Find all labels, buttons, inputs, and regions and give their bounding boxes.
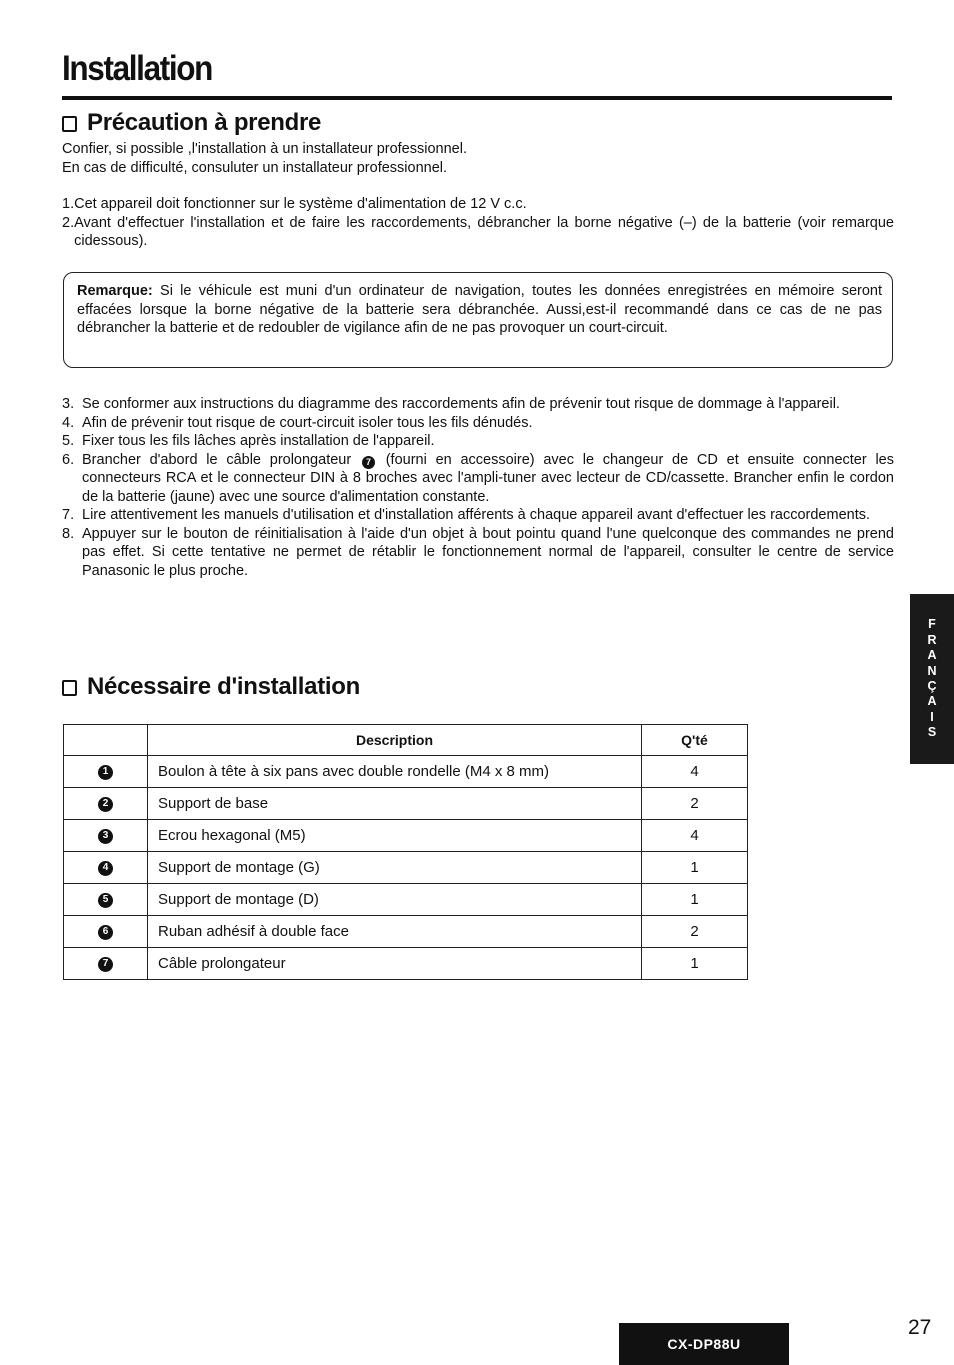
page-title: Installation <box>62 49 213 88</box>
table-cell-qty: 4 <box>642 756 748 788</box>
list-item <box>62 506 894 525</box>
intro-line: En cas de difficulté, consuluter un installateur professionnel. <box>62 159 448 176</box>
table-header-badge <box>64 725 148 756</box>
table-header-qty: Q'té <box>642 725 748 756</box>
list-item-number: 2. <box>62 214 75 231</box>
number-4-badge-icon: 4 <box>98 861 113 876</box>
title-rule <box>62 96 892 100</box>
list-item-number: 4. <box>62 414 75 431</box>
list-item <box>62 451 894 507</box>
table-cell-qty: 1 <box>642 884 748 916</box>
item6-text-before: Brancher d'abord le câble prolongateur <box>82 451 360 468</box>
table-row <box>64 884 748 916</box>
remark-text: Si le véhicule est muni d'un ordinateur de navigation, toutes les données enregistrées en mémoire seront effacées lorsque la borne négative de la batterie sera débranchée. Aussi,est-il recommandé dans ce cas de ne pas débrancher la batterie et de redoubler de vigilance afin de ne pas provoquer un court-circuit. <box>77 283 882 336</box>
table-row <box>64 916 748 948</box>
list-item-text: Lire attentivement les manuels d'utilisation et d'installation afférents à chaque appareil avant d'effectuer les raccordements. <box>82 507 871 523</box>
list-item-number: 7. <box>62 507 75 523</box>
table-cell-qty: 2 <box>642 788 748 820</box>
list-item <box>62 525 894 581</box>
page-number: 27 <box>908 1316 932 1339</box>
list-item-number: 6. <box>62 451 75 468</box>
table-cell-description: Ruban adhésif à double face <box>148 916 642 948</box>
number-2-badge-icon: 2 <box>98 797 113 812</box>
section-heading-kit <box>62 672 360 702</box>
table-cell-description: Boulon à tête à six pans avec double rondelle (M4 x 8 mm) <box>148 756 642 788</box>
language-tab-letter: F <box>928 617 936 632</box>
list-item <box>62 432 894 451</box>
section-heading-text: Précaution à prendre <box>87 109 322 136</box>
list-item-number: 3. <box>62 396 75 412</box>
list-item <box>62 214 894 251</box>
table-row <box>64 820 748 852</box>
model-number: CX-DP88U <box>619 1323 789 1365</box>
section-heading-precaution <box>62 108 321 138</box>
table-header-description: Description <box>148 725 642 756</box>
number-3-badge-icon: 3 <box>98 829 113 844</box>
table-row <box>64 948 748 980</box>
remark-box <box>63 272 893 368</box>
checkbox-icon <box>62 680 77 696</box>
language-tab <box>910 594 954 764</box>
section-heading-text: Nécessaire d'installation <box>87 673 360 700</box>
list-item-text: Afin de prévenir tout risque de court-circuit isoler tous les fils dénudés. <box>82 414 533 431</box>
checkbox-icon <box>62 116 77 132</box>
list-item <box>62 414 894 433</box>
number-6-badge-icon: 6 <box>98 925 113 940</box>
table-cell-description: Support de montage (D) <box>148 884 642 916</box>
table-cell-qty: 1 <box>642 852 748 884</box>
table-cell-description: Ecrou hexagonal (M5) <box>148 820 642 852</box>
number-5-badge-icon: 5 <box>98 893 113 908</box>
table-row <box>64 852 748 884</box>
language-tab-letter: I <box>930 709 934 724</box>
list-a <box>62 195 894 251</box>
list-item-number: 8. <box>62 525 75 542</box>
list-item-text: Se conformer aux instructions du diagramme des raccordements afin de prévenir tout risque de dommage à l'appareil. <box>82 396 840 412</box>
number-1-badge-icon: 1 <box>98 765 113 780</box>
language-tab-letter: R <box>927 632 937 647</box>
list-item-text: Cet appareil doit fonctionner sur le système d'alimentation de 12 V c.c. <box>74 196 527 212</box>
table-cell-description: Support de base <box>148 788 642 820</box>
table-header-row <box>64 725 748 756</box>
table-cell-qty: 2 <box>642 916 748 948</box>
table-cell-description: Câble prolongateur <box>148 948 642 980</box>
list-b <box>62 395 894 580</box>
language-tab-letter: S <box>927 725 937 740</box>
remark-label: Remarque: <box>77 283 153 299</box>
table-row <box>64 788 748 820</box>
language-tab-letter: A <box>927 694 937 709</box>
list-item <box>62 395 894 414</box>
table-row <box>64 756 748 788</box>
language-tab-letter: A <box>927 648 937 663</box>
number-7-badge-icon: 7 <box>98 957 113 972</box>
list-item-text: Avant d'effectuer l'installation et de faire les raccordements, débrancher la borne négative (–) de la batterie (voir remarque cidessous). <box>74 214 894 249</box>
list-item-number: 1. <box>62 196 75 212</box>
language-tab-letter: Ç <box>927 679 937 693</box>
table-cell-qty: 1 <box>642 948 748 980</box>
parts-table <box>63 724 748 980</box>
intro-text <box>62 140 894 177</box>
table-cell-qty: 4 <box>642 820 748 852</box>
intro-line: Confier, si possible ,l'installation à un installateur professionnel. <box>62 141 467 157</box>
list-item-text: Appuyer sur le bouton de réinitialisation à l'aide d'un objet à bout pointu quand l'une quelconque des commandes ne prend pas effet. Si cette tentative ne permet de rétablir le fonctionnement normal de l'appareil, consulter le centre de service Panasonic le plus proche. <box>82 525 894 579</box>
list-item-text <box>82 451 894 507</box>
list-item <box>62 195 894 214</box>
table-cell-description: Support de montage (G) <box>148 852 642 884</box>
list-item-text: Fixer tous les fils lâches après installation de l'appareil. <box>82 433 435 449</box>
list-item-number: 5. <box>62 433 75 449</box>
language-tab-letter: N <box>927 663 937 678</box>
number-7-badge-icon: 7 <box>362 456 375 469</box>
item6-text-after: (fourni en accessoire) avec le changeur de CD et ensuite connecter les connecteurs RCA et le connecteur DIN à 8 broches avec l'ampli-tuner avec lecteur de CD/cassette. Brancher enfin le cordon de la batterie (jaune) avec une source d'alimentation constante. <box>82 451 894 505</box>
